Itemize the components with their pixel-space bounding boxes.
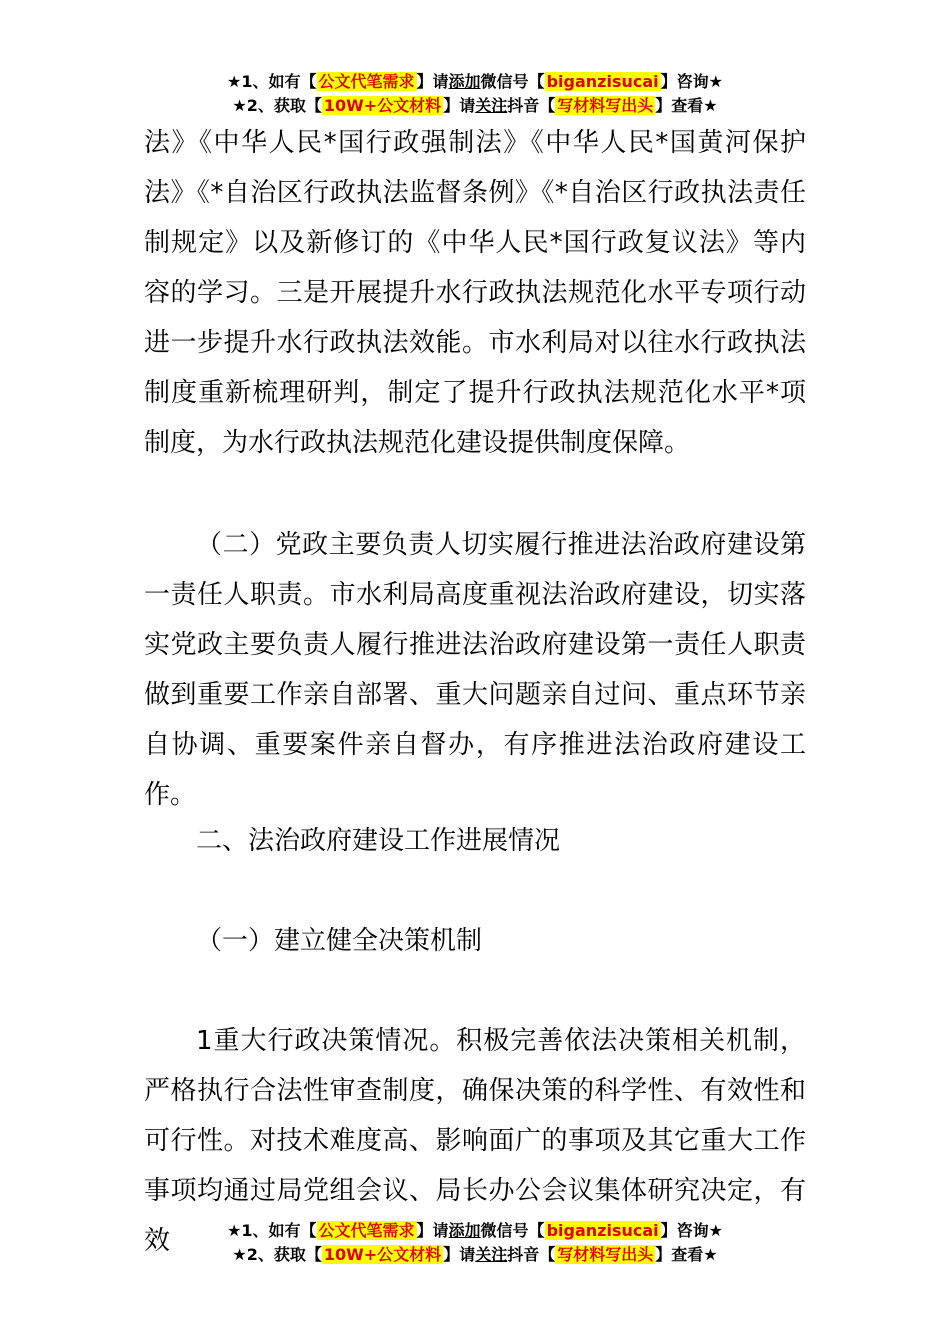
- banner-text: 】请: [443, 96, 476, 115]
- banner-text: 】咨询★: [660, 1221, 723, 1240]
- banner-text: 2、获取【: [246, 1245, 322, 1264]
- highlight-materials: 10W+公文材料: [323, 96, 442, 115]
- banner-text: 】查看★: [655, 96, 718, 115]
- banner-line-2: [0, 94, 950, 118]
- banner-text: 抖音【: [507, 96, 556, 115]
- underlined-text: 关注: [475, 96, 508, 115]
- star-icon: ★: [227, 72, 242, 91]
- banner-line-2: [0, 1243, 950, 1267]
- banner-text: 1、如有【: [241, 72, 317, 91]
- underlined-text: 添加: [448, 1221, 481, 1240]
- paragraph-major-decisions: 1重大行政决策情况。积极完善依法决策相关机制，严格执行合法性审查制度，确保决策的科学性、有效性和可行性。对技术难度高、影响面广的事项及其它重大工作事项均通过局党组会议、局长办公会议集体研究决定，有效: [144, 1026, 806, 1256]
- highlight-materials: 10W+公文材料: [323, 1245, 442, 1264]
- paragraph-section-two: （二）党政主要负责人切实履行推进法治政府建设第一责任人职责。市水利局高度重视法治政府建设，切实落实党政主要负责人履行推进法治政府建设第一责任人职责做到重要工作亲自部署、重大问题亲自过问、重点环节亲自协调、重要案件亲自督办，有序推进法治政府建设工作。: [144, 530, 806, 810]
- paragraph-continued: 法》《中华人民*国行政强制法》《中华人民*国黄河保护法》《*自治区行政执法监督条例》《*自治区行政执法责任制规定》以及新修订的《中华人民*国行政复议法》等内容的学习。三是开展提升水行政执法规范化水平专项行动进一步提升水行政执法效能。市水利局对以往水行政执法制度重新梳理研判，制定了提升行政执法规范化水平*项制度，为水行政执法规范化建设提供制度保障。: [144, 128, 806, 458]
- underlined-text: 添加: [448, 72, 481, 91]
- banner-text: 微信号【: [480, 1221, 545, 1240]
- banner-text: 】请: [443, 1245, 476, 1264]
- banner-text: 抖音【: [507, 1245, 556, 1264]
- heading-decision-mechanism: （一）建立健全决策机制: [196, 926, 483, 956]
- banner-text: 】请: [416, 1221, 449, 1240]
- footer-banner: [0, 1219, 950, 1267]
- banner-text: 1、如有【: [241, 1221, 317, 1240]
- banner-text: 微信号【: [480, 72, 545, 91]
- banner-text: 】查看★: [655, 1245, 718, 1264]
- highlight-wechat-id: biganzisucai: [546, 72, 659, 91]
- highlight-service: 公文代笔需求: [318, 72, 415, 91]
- star-icon: ★: [232, 1245, 247, 1264]
- heading-progress: 二、法治政府建设工作进展情况: [196, 826, 561, 856]
- star-icon: ★: [227, 1221, 242, 1240]
- banner-text: 】咨询★: [660, 72, 723, 91]
- highlight-service: 公文代笔需求: [318, 1221, 415, 1240]
- banner-text: 2、获取【: [246, 96, 322, 115]
- header-banner: [0, 70, 950, 118]
- highlight-douyin-id: 写材料写出头: [557, 1245, 654, 1264]
- highlight-wechat-id: biganzisucai: [546, 1221, 659, 1240]
- highlight-douyin-id: 写材料写出头: [557, 96, 654, 115]
- banner-text: 】请: [416, 72, 449, 91]
- banner-line-1: [0, 70, 950, 94]
- banner-line-1: [0, 1219, 950, 1243]
- underlined-text: 关注: [475, 1245, 508, 1264]
- star-icon: ★: [232, 96, 247, 115]
